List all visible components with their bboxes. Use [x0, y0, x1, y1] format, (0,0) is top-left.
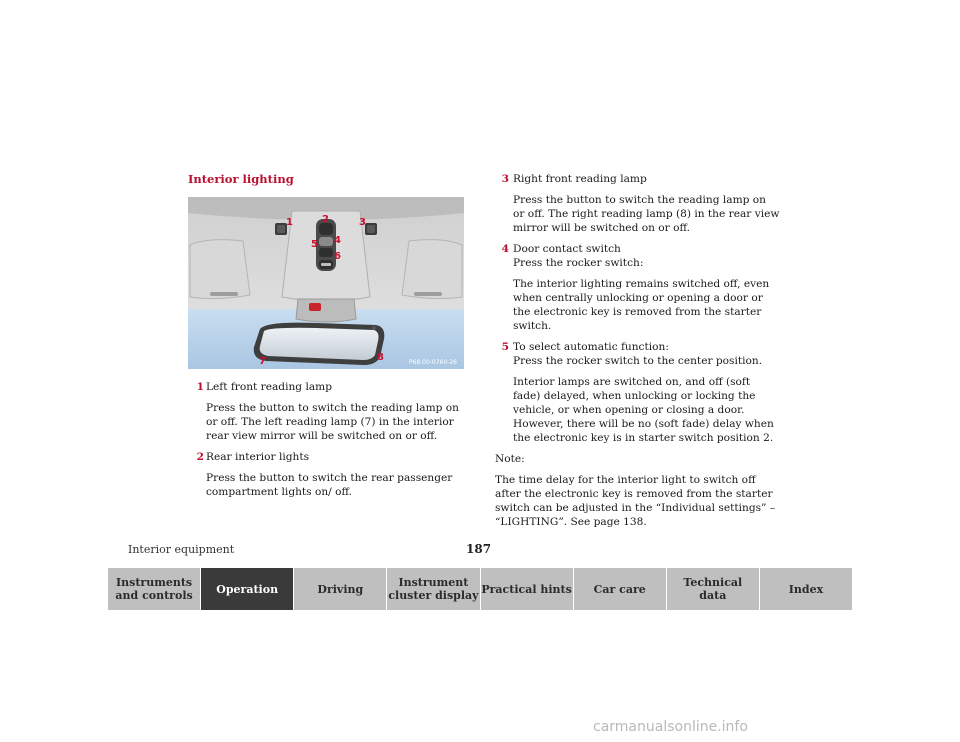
chapter-tabs	[108, 568, 852, 610]
right-column	[495, 172, 780, 536]
callout-4: 4	[334, 235, 341, 246]
section-title: Interior lighting	[188, 172, 294, 186]
tab-driving[interactable]: Driving	[294, 568, 387, 610]
tab-index[interactable]: Index	[760, 568, 852, 610]
callout-7: 7	[259, 356, 266, 367]
item-1	[188, 380, 464, 443]
item-3	[495, 172, 780, 235]
item-paragraph: Press the button to switch the reading lamp on or off. The left reading lamp (7) in the interior rear view mirror will be switched on or off.	[206, 402, 459, 442]
item-2	[188, 450, 464, 499]
item-title: Door contact switch	[513, 243, 621, 255]
left-column	[188, 380, 464, 506]
item-number: 2	[196, 451, 204, 463]
item-number: 4	[501, 243, 509, 255]
callout-3: 3	[359, 217, 366, 228]
footer-section-name: Interior equipment	[128, 543, 235, 556]
item-number: 3	[501, 173, 509, 185]
item-paragraph: Press the button to switch the reading lamp on or off. The right reading lamp (8) in the rear view mirror will be switched on or off.	[513, 194, 780, 234]
watermark: carmanualsonline.info	[593, 719, 748, 735]
overhead-console-figure	[188, 197, 464, 369]
overhead-console-illustration	[188, 197, 464, 369]
item-title: To select automatic function:	[513, 341, 669, 353]
item-paragraph: Press the button to switch the rear passenger compartment lights on/ off.	[206, 472, 453, 498]
item-title: Rear interior lights	[206, 451, 310, 463]
figure-code: P68.00-0760-26	[408, 359, 457, 366]
item-title: Right front reading lamp	[513, 173, 647, 185]
item-number: 1	[196, 381, 204, 393]
callout-6: 6	[334, 251, 341, 262]
item-subtitle: Press the rocker switch:	[513, 257, 644, 269]
item-number: 5	[501, 341, 509, 353]
tab-car-care[interactable]: Car care	[574, 568, 667, 610]
note-text: The time delay for the interior light to switch off after the electronic key is removed from the starter switch can be adjusted in the “Individual settings” – “LIGHTING”. See page 138.	[495, 474, 776, 528]
tab-operation[interactable]: Operation	[201, 568, 294, 610]
tab-instruments-and-controls[interactable]: Instruments and controls	[108, 568, 201, 610]
item-5	[495, 340, 780, 445]
item-title: Left front reading lamp	[206, 381, 332, 393]
item-paragraph: The interior lighting remains switched off, even when centrally unlocking or opening a door or the electronic key is removed from the starter switch.	[513, 278, 770, 332]
note-label: Note:	[495, 453, 525, 465]
callout-1: 1	[286, 217, 293, 228]
tab-technical-data[interactable]: Technical data	[667, 568, 760, 610]
note-block	[495, 452, 780, 529]
item-4	[495, 242, 780, 333]
tab-practical-hints[interactable]: Practical hints	[481, 568, 574, 610]
page-number: 187	[466, 542, 492, 556]
tab-instrument-cluster-display[interactable]: Instrument cluster display	[387, 568, 480, 610]
item-paragraph: Interior lamps are switched on, and off (soft fade) delayed, when unlocking or locking the vehicle, or when opening or closing a door. However, there will be no (soft fade) delay when the electronic key is in starter switch position 2.	[513, 376, 774, 444]
callout-5: 5	[311, 239, 318, 250]
callout-2: 2	[322, 214, 329, 225]
callout-8: 8	[377, 352, 384, 363]
item-subtitle: Press the rocker switch to the center position.	[513, 355, 763, 367]
